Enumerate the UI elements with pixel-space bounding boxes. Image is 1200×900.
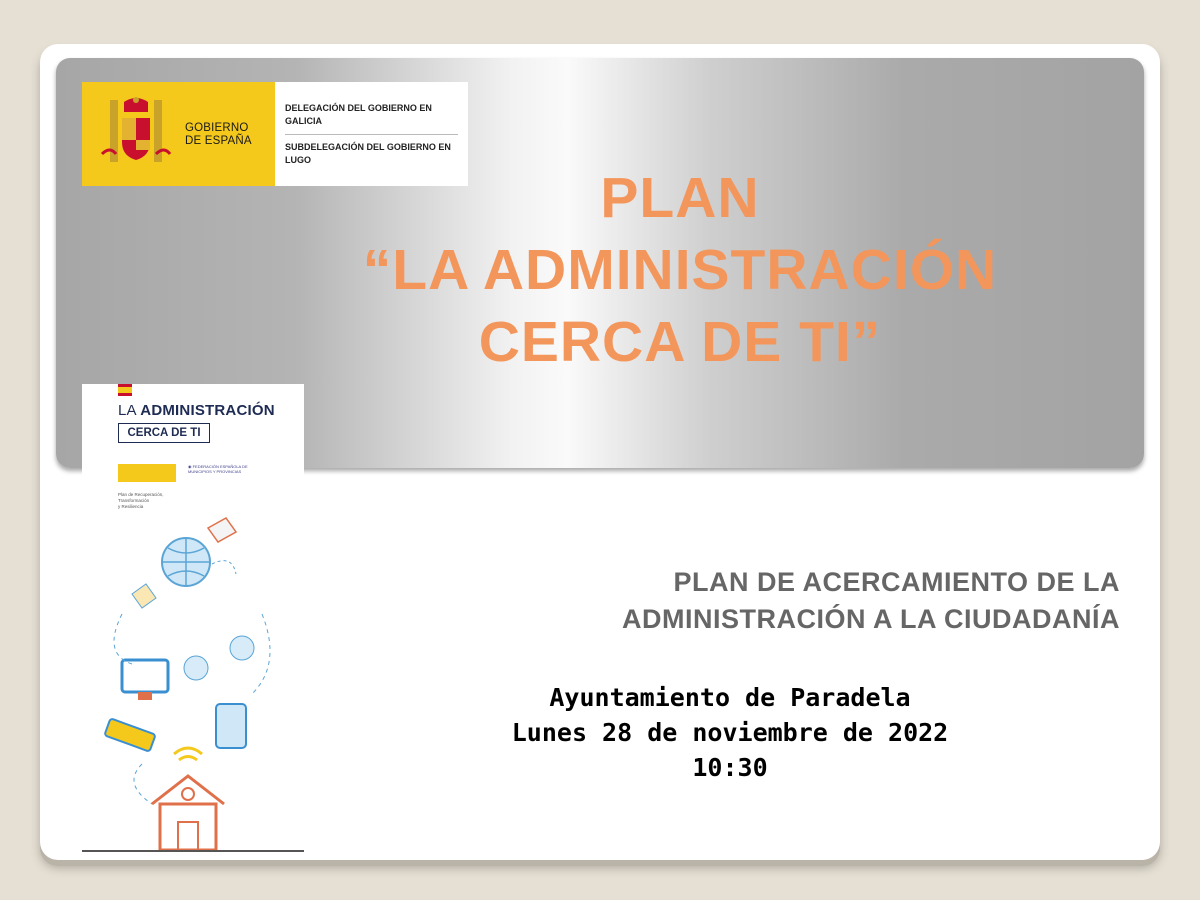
event-info xyxy=(490,680,970,785)
subtitle-line-1: PLAN DE ACERCAMIENTO DE LA xyxy=(673,567,1120,597)
digital-services-illustration xyxy=(82,504,304,850)
recovery-plan-logo: Plan de Recuperación, Transformación y Resiliencia xyxy=(118,492,164,509)
femp-logo: ◉ FEDERACIÓN ESPAÑOLA DE MUNICIPIOS Y PROVINCIAS xyxy=(188,464,248,474)
poster-title: LA ADMINISTRACIÓN xyxy=(118,402,275,419)
event-time: 10:30 xyxy=(692,753,768,782)
delegacion-label: DELEGACIÓN DEL GOBIERNO EN GALICIA xyxy=(285,102,458,135)
spain-flag-icon xyxy=(118,384,132,396)
slide xyxy=(40,44,1160,860)
title-line-1: PLAN xyxy=(600,166,760,230)
divider xyxy=(82,850,304,852)
ministry-logo xyxy=(118,464,176,482)
main-title xyxy=(200,162,1160,378)
coat-of-arms-icon xyxy=(96,94,176,174)
title-line-3: CERCA DE TI” xyxy=(478,310,882,374)
subdelegacion-label: SUBDELEGACIÓN DEL GOBIERNO EN LUGO xyxy=(285,141,451,165)
poster-subtitle: CERCA DE TI xyxy=(118,423,210,443)
campaign-poster xyxy=(82,384,304,850)
title-line-2: “LA ADMINISTRACIÓN xyxy=(362,238,998,302)
gobierno-espana-label: GOBIERNO DE ESPAÑA xyxy=(185,122,252,147)
subtitle-line-2: ADMINISTRACIÓN A LA CIUDADANÍA xyxy=(622,604,1120,634)
event-date: Lunes 28 de noviembre de 2022 xyxy=(511,718,949,747)
plan-subtitle xyxy=(390,564,1120,638)
event-place: Ayuntamiento de Paradela xyxy=(549,683,911,712)
